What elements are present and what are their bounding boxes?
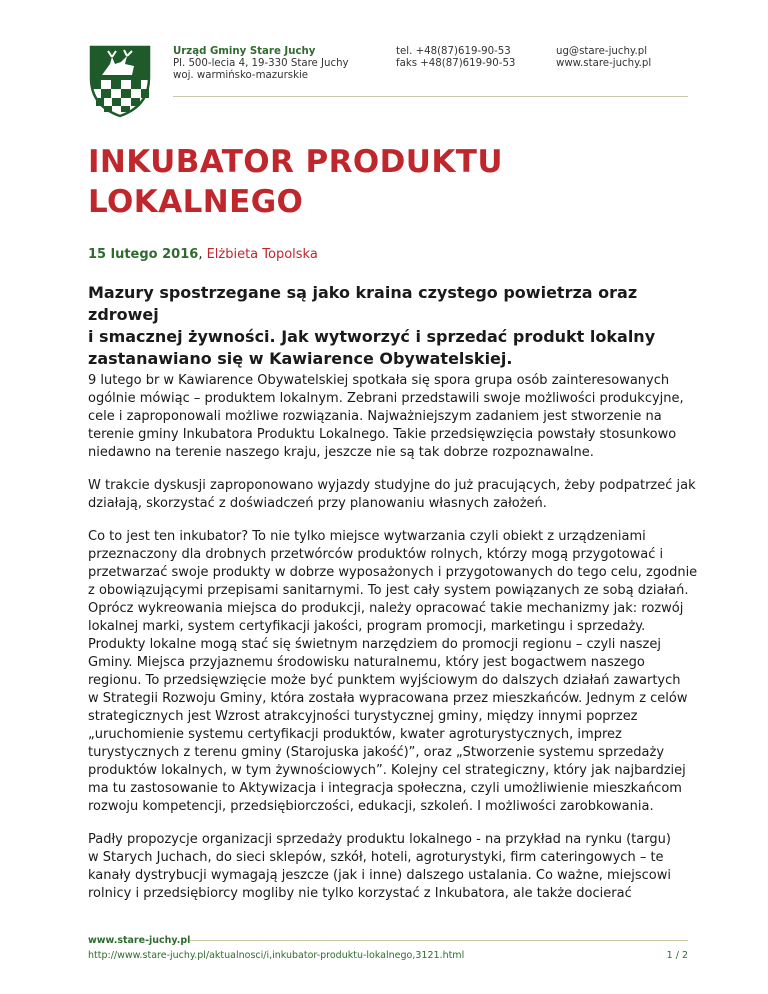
paragraph-line: w Starych Juchach, do sieci sklepów, szkół, hoteli, agroturystyki, firm cateringowych – te (88, 850, 664, 865)
article-title (88, 142, 688, 222)
address-line-2: woj. warmińsko-mazurskie (173, 70, 309, 82)
paragraph-line: kanały dystrybucji wymagają jeszcze (jak i inne) dalszego ustalania. Co ważne, miejscowi (88, 868, 671, 883)
paragraph-line: z obowiązującymi przepisami sanitarnymi. To jest cały system powiązanych ze sobą działań. (88, 583, 689, 598)
paragraph-line: rozwoju kompetencji, przedsiębiorczości, edukacji, szkoleń. I możliwości zarobkowania. (88, 799, 654, 814)
paragraph-line: ogólnie mówiąc – produktem lokalnym. Zebrani przedstawili swoje możliwości produkcyjne, (88, 391, 684, 406)
paragraph-line: produktów lokalnych, w tym żywnościowych”. Kolejny cel strategiczny, który jak najbardziej (88, 763, 686, 778)
footer-divider (190, 940, 688, 941)
paragraph-line: przeznaczony dla drobnych przetwórców produktów rolnych, którzy mogą przygotować i (88, 547, 664, 562)
article-lead (88, 282, 688, 370)
footer-url[interactable]: http://www.stare-juchy.pl/aktualnosci/i,inkubator-produktu-lokalnego,3121.html (88, 950, 465, 961)
header-contact-web (556, 46, 651, 70)
article-paragraph (88, 831, 692, 903)
lead-line: Mazury spostrzegane są jako kraina czystego powietrza oraz zdrowej (88, 283, 638, 324)
article-paragraph (88, 372, 692, 462)
paragraph-line: ma tu zastosowanie to Aktywizacja i integracja społeczna, czyli umożliwienie mieszkańcom (88, 781, 682, 796)
paragraph-line: Padły propozycje organizacji sprzedaży produktu lokalnego - na przykład na rynku (targu) (88, 832, 671, 847)
paragraph-line: Oprócz wykreowania miejsca do produkcji, należy opracować takie mechanizmy jak: rozwój (88, 601, 684, 616)
paragraph-line: przetwarzać swoje produkty w dobrze wyposażonych i przygotowanych do tego celu, zgodnie (88, 565, 698, 580)
header-contact-phone (396, 46, 515, 70)
paragraph-line: cele i zaproponowali możliwe rozwiązania. Najważniejszym zadaniem jest stworzenie na (88, 409, 662, 424)
paragraph-line: Produkty lokalne mogą stać się świetnym narzędziem do promocji regionu – czyli naszej (88, 637, 661, 652)
paragraph-line: „uruchomienie systemu certyfikacji produktów, kwater agroturystycznych, imprez (88, 727, 622, 742)
phone-number: tel. +48(87)619-90-53 (396, 46, 511, 57)
article-body (88, 372, 698, 918)
paragraph-line: Co to jest ten inkubator? To nie tylko miejsce wytwarzania czyli obiekt z urządzeniami (88, 529, 646, 544)
fax-number: faks +48(87)619-90-53 (396, 58, 516, 70)
paragraph-line: w Strategii Rozwoju Gminy, która została wypracowana przez mieszkańców. Jednym z celów (88, 691, 688, 706)
footer-site-name[interactable]: www.stare-juchy.pl (88, 935, 191, 946)
article-meta (88, 246, 318, 264)
paragraph-line: regionu. To przedsięwzięcie może być punktem wyjściowym do dalszych działań zawartych (88, 673, 681, 688)
page-number: 1 / 2 (666, 950, 688, 961)
paragraph-line: 9 lutego br w Kawiarence Obywatelskiej spotkała się spora grupa osób zainteresowanych (88, 373, 670, 388)
website-link[interactable]: www.stare-juchy.pl (556, 58, 652, 70)
title-line: LOKALNEGO (88, 184, 304, 220)
article-date: 15 lutego 2016 (88, 247, 199, 262)
paragraph-line: turystycznych z terenu gminy (Starojuska jakość)”, oraz „Stworzenie systemu sprzedaży (88, 745, 665, 760)
paragraph-line: Gminy. Miejsca przyjaznemu środowisku naturalnemu, który jest bogactwem naszego (88, 655, 645, 670)
title-line: INKUBATOR PRODUKTU (88, 144, 503, 180)
header-divider (173, 96, 688, 97)
paragraph-line: W trakcie dyskusji zaproponowano wyjazdy studyjne do już pracujących, żeby podpatrzeć jak (88, 478, 696, 493)
paragraph-line: terenie gminy Inkubatora Produktu Lokalnego. Takie przedsięwzięcia powstały stosunkowo (88, 427, 677, 442)
article-paragraph (88, 528, 698, 816)
article-author[interactable]: Elżbieta Topolska (206, 247, 318, 262)
email-link[interactable]: ug@stare-juchy.pl (556, 46, 648, 57)
lead-line: i smacznej żywności. Jak wytworzyć i sprzedać produkt lokalny (88, 327, 656, 346)
paragraph-line: działają, skorzystać z doświadczeń przy planowaniu własnych założeń. (88, 496, 547, 511)
meta-separator: , (198, 247, 207, 262)
paragraph-line: lokalnej marki, system certyfikacji jakości, program promocji, marketingu i sprzedaży. (88, 619, 646, 634)
lead-line: zastanawiano się w Kawiarence Obywatelskiej. (88, 349, 513, 368)
paragraph-line: strategicznych jest Wzrost atrakcyjności turystycznej gminy, między innymi poprzez (88, 709, 638, 724)
municipality-crest-logo (88, 44, 152, 118)
org-name: Urząd Gminy Stare Juchy (173, 46, 316, 57)
header-address (173, 46, 349, 83)
address-line-1: Pl. 500-lecia 4, 19-330 Stare Juchy (173, 58, 349, 70)
paragraph-line: niedawno na terenie naszego kraju, jeszcze nie są tak dobrze rozpoznawalne. (88, 445, 594, 460)
article-paragraph (88, 477, 696, 513)
paragraph-line: rolnicy i przedsiębiorcy mogliby nie tylko korzystać z Inkubatora, ale także docierać (88, 886, 632, 901)
